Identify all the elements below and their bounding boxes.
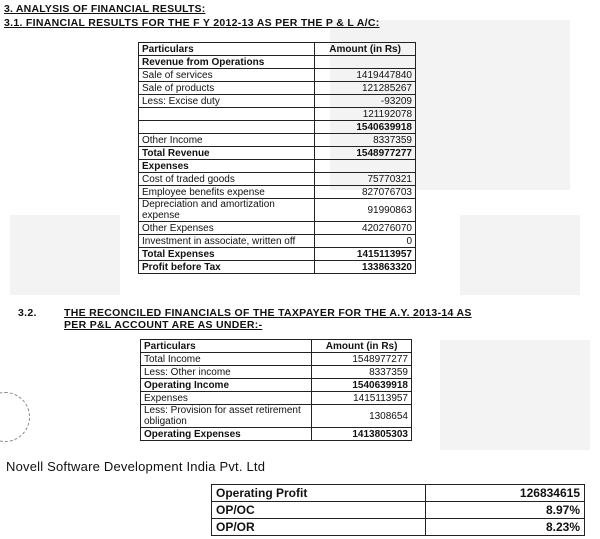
table-row bbox=[139, 160, 416, 173]
table-row bbox=[139, 222, 416, 235]
table-row bbox=[139, 69, 416, 82]
row-amount: 1540639918 bbox=[315, 121, 416, 134]
table-header-row bbox=[139, 43, 416, 56]
operating-profit-body bbox=[212, 485, 585, 536]
table-row bbox=[141, 353, 412, 366]
section-3-2-title-line2: PER P&L ACCOUNT ARE AS UNDER:- bbox=[64, 319, 263, 331]
table-row bbox=[141, 428, 412, 441]
ratio-value: 126834615 bbox=[426, 485, 585, 502]
financial-results-table bbox=[138, 42, 416, 274]
header-amount: Amount (in Rs) bbox=[312, 340, 412, 353]
row-amount: 420276070 bbox=[315, 222, 416, 235]
row-label: Revenue from Operations bbox=[139, 56, 315, 69]
row-label: Operating Income bbox=[141, 379, 312, 392]
section-3-1-title: 3.1. FINANCIAL RESULTS FOR THE F Y 2012-13 AS PER THE P & L A/C: bbox=[4, 17, 380, 29]
reconciled-financials-table bbox=[140, 339, 412, 441]
row-amount bbox=[315, 56, 416, 69]
ratio-row bbox=[212, 502, 585, 519]
row-amount: 1308654 bbox=[312, 405, 412, 428]
office-stamp bbox=[0, 392, 30, 442]
table-row bbox=[139, 147, 416, 160]
table-row bbox=[139, 261, 416, 274]
table-header-row bbox=[141, 340, 412, 353]
row-label bbox=[139, 121, 315, 134]
row-label: Sale of products bbox=[139, 82, 315, 95]
row-amount: 827076703 bbox=[315, 186, 416, 199]
row-amount: 8337359 bbox=[312, 366, 412, 379]
row-label: Cost of traded goods bbox=[139, 173, 315, 186]
row-label: Other Income bbox=[139, 134, 315, 147]
ratio-value: 8.23% bbox=[426, 519, 585, 536]
row-label: Profit before Tax bbox=[139, 261, 315, 274]
financial-results-body bbox=[139, 56, 416, 274]
table-row bbox=[139, 108, 416, 121]
row-label: Other Expenses bbox=[139, 222, 315, 235]
table-row bbox=[139, 235, 416, 248]
row-amount: 133863320 bbox=[315, 261, 416, 274]
row-amount: 1548977277 bbox=[312, 353, 412, 366]
table-row bbox=[141, 405, 412, 428]
table-row bbox=[139, 134, 416, 147]
ratio-label: OP/OR bbox=[212, 519, 426, 536]
table-row bbox=[141, 379, 412, 392]
table-row bbox=[139, 199, 416, 222]
scan-bleed-left-mid bbox=[10, 215, 120, 295]
row-label: Expenses bbox=[139, 160, 315, 173]
table-row bbox=[139, 95, 416, 108]
row-amount: 121285267 bbox=[315, 82, 416, 95]
row-amount: 91990863 bbox=[315, 199, 416, 222]
row-label: Expenses bbox=[141, 392, 312, 405]
header-amount: Amount (in Rs) bbox=[315, 43, 416, 56]
section-3-2-number: 3.2. bbox=[18, 307, 37, 319]
row-amount bbox=[315, 160, 416, 173]
section-3-heading: 3. ANALYSIS OF FINANCIAL RESULTS: bbox=[4, 3, 206, 15]
ratio-label: OP/OC bbox=[212, 502, 426, 519]
reconciled-financials-body bbox=[141, 353, 412, 441]
scan-bleed-right-mid bbox=[460, 215, 580, 295]
row-amount: 75770321 bbox=[315, 173, 416, 186]
table-row bbox=[141, 392, 412, 405]
row-label: Sale of services bbox=[139, 69, 315, 82]
row-amount: 1415113957 bbox=[312, 392, 412, 405]
row-label: Less: Other income bbox=[141, 366, 312, 379]
row-label: Employee benefits expense bbox=[139, 186, 315, 199]
row-label: Less: Excise duty bbox=[139, 95, 315, 108]
row-amount: 1415113957 bbox=[315, 248, 416, 261]
ratio-row bbox=[212, 519, 585, 536]
row-amount: 1548977277 bbox=[315, 147, 416, 160]
row-amount: -93209 bbox=[315, 95, 416, 108]
row-label: Less: Provision for asset retirement obligation bbox=[141, 405, 312, 428]
row-label: Investment in associate, written off bbox=[139, 235, 315, 248]
row-amount: 0 bbox=[315, 235, 416, 248]
row-amount: 8337359 bbox=[315, 134, 416, 147]
row-label: Total Income bbox=[141, 353, 312, 366]
table-row bbox=[139, 121, 416, 134]
row-label: Total Expenses bbox=[139, 248, 315, 261]
row-amount: 1419447840 bbox=[315, 69, 416, 82]
ratio-value: 8.97% bbox=[426, 502, 585, 519]
ratio-label: Operating Profit bbox=[212, 485, 426, 502]
header-particulars: Particulars bbox=[139, 43, 315, 56]
row-label bbox=[139, 108, 315, 121]
table-row bbox=[139, 173, 416, 186]
section-3-2-title-line1: THE RECONCILED FINANCIALS OF THE TAXPAYER FOR THE A.Y. 2013-14 AS bbox=[64, 307, 472, 319]
section-3-1-heading bbox=[4, 17, 380, 29]
scan-bleed-right-low bbox=[440, 340, 590, 450]
row-amount: 1413805303 bbox=[312, 428, 412, 441]
row-label: Depreciation and amortization expense bbox=[139, 199, 315, 222]
row-label: Total Revenue bbox=[139, 147, 315, 160]
row-amount: 1540639918 bbox=[312, 379, 412, 392]
row-label: Operating Expenses bbox=[141, 428, 312, 441]
table-row bbox=[139, 56, 416, 69]
row-amount: 121192078 bbox=[315, 108, 416, 121]
header-particulars: Particulars bbox=[141, 340, 312, 353]
table-row bbox=[141, 366, 412, 379]
operating-profit-table bbox=[211, 484, 585, 536]
ratio-row bbox=[212, 485, 585, 502]
company-name: Novell Software Development India Pvt. Ltd bbox=[6, 459, 266, 474]
table-row bbox=[139, 186, 416, 199]
table-row bbox=[139, 248, 416, 261]
table-row bbox=[139, 82, 416, 95]
